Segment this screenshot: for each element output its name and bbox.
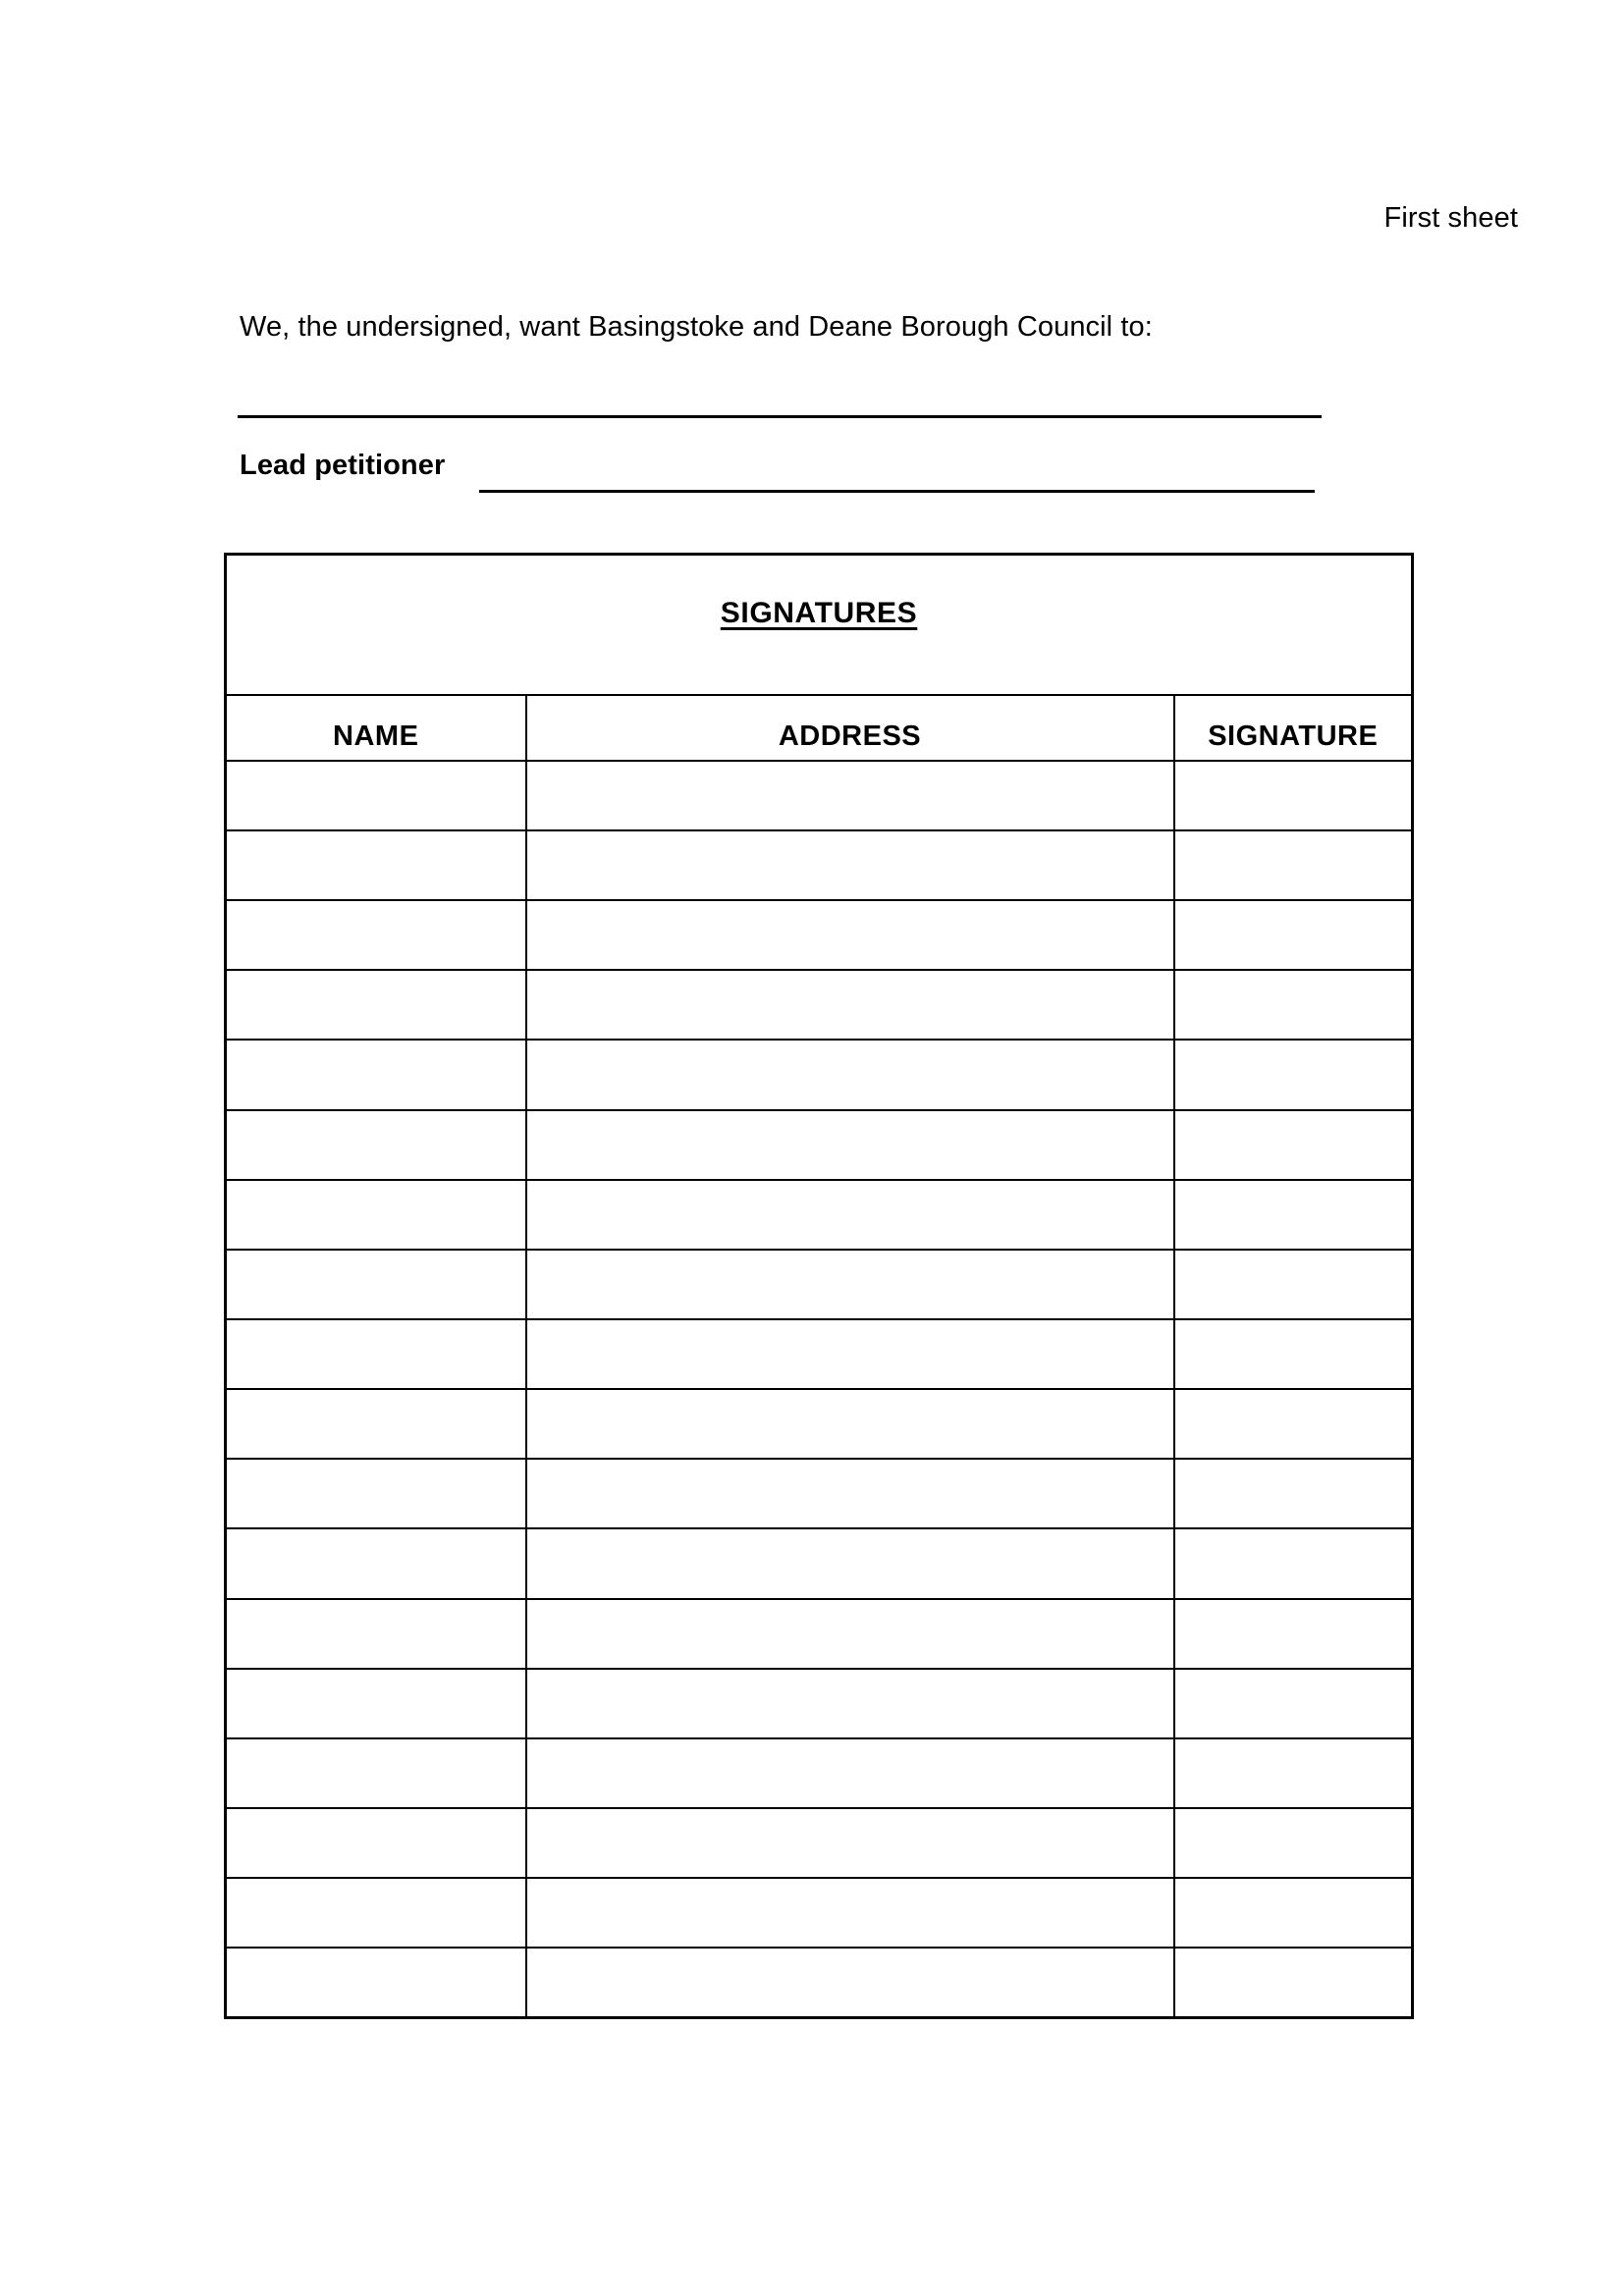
signature-cell-address[interactable]	[526, 1110, 1174, 1180]
signature-cell-signature[interactable]	[1174, 900, 1413, 970]
signature-row	[226, 1319, 1413, 1389]
signature-cell-address[interactable]	[526, 1878, 1174, 1948]
signature-cell-name[interactable]	[226, 1599, 526, 1669]
signature-cell-address[interactable]	[526, 761, 1174, 830]
column-header-name-text: NAME	[333, 720, 419, 752]
signature-cell-address[interactable]	[526, 1948, 1174, 2017]
signature-cell-address[interactable]	[526, 1738, 1174, 1808]
signature-row	[226, 830, 1413, 900]
signature-cell-address[interactable]	[526, 1250, 1174, 1319]
signature-cell-name[interactable]	[226, 1319, 526, 1389]
signature-cell-name[interactable]	[226, 1528, 526, 1598]
signature-cell-name[interactable]	[226, 1669, 526, 1738]
signature-row	[226, 1599, 1413, 1669]
signature-cell-signature[interactable]	[1174, 1669, 1413, 1738]
signature-cell-name[interactable]	[226, 1808, 526, 1878]
column-header-address-text: ADDRESS	[778, 720, 922, 752]
signature-cell-address[interactable]	[526, 1180, 1174, 1250]
column-header-row	[226, 695, 1413, 761]
signature-cell-address[interactable]	[526, 830, 1174, 900]
signature-cell-name[interactable]	[226, 900, 526, 970]
signature-row	[226, 1250, 1413, 1319]
signature-row	[226, 1528, 1413, 1598]
signature-cell-address[interactable]	[526, 1389, 1174, 1459]
lead-petitioner-fill-in-rule[interactable]	[479, 490, 1315, 493]
signatures-banner-cell	[226, 555, 1413, 695]
lead-petitioner-label: Lead petitioner	[240, 450, 446, 481]
signature-row	[226, 1389, 1413, 1459]
column-header-signature-text: SIGNATURE	[1208, 720, 1379, 752]
signature-row	[226, 1738, 1413, 1808]
signature-cell-signature[interactable]	[1174, 1528, 1413, 1598]
signature-cell-signature[interactable]	[1174, 1459, 1413, 1528]
signature-row	[226, 1459, 1413, 1528]
signature-cell-name[interactable]	[226, 1250, 526, 1319]
signature-cell-name[interactable]	[226, 1180, 526, 1250]
signature-row	[226, 970, 1413, 1040]
signature-cell-name[interactable]	[226, 1389, 526, 1459]
signatures-banner-row	[226, 555, 1413, 695]
signature-cell-name[interactable]	[226, 1040, 526, 1109]
signature-cell-signature[interactable]	[1174, 1599, 1413, 1669]
signature-cell-address[interactable]	[526, 1040, 1174, 1109]
signature-cell-signature[interactable]	[1174, 761, 1413, 830]
statement-fill-in-rule[interactable]	[238, 415, 1322, 418]
signature-cell-signature[interactable]	[1174, 1319, 1413, 1389]
signatures-table-body	[226, 555, 1413, 2018]
signature-cell-name[interactable]	[226, 1459, 526, 1528]
signature-cell-address[interactable]	[526, 1528, 1174, 1598]
signature-cell-name[interactable]	[226, 761, 526, 830]
signature-row	[226, 1948, 1413, 2017]
signature-cell-signature[interactable]	[1174, 1250, 1413, 1319]
signature-cell-signature[interactable]	[1174, 970, 1413, 1040]
signature-cell-name[interactable]	[226, 970, 526, 1040]
signature-row	[226, 900, 1413, 970]
signature-row	[226, 1808, 1413, 1878]
signature-cell-signature[interactable]	[1174, 1110, 1413, 1180]
column-header-signature	[1174, 695, 1413, 761]
signature-cell-signature[interactable]	[1174, 1180, 1413, 1250]
signature-cell-address[interactable]	[526, 1599, 1174, 1669]
signature-cell-address[interactable]	[526, 900, 1174, 970]
signature-cell-name[interactable]	[226, 1948, 526, 2017]
signature-cell-address[interactable]	[526, 970, 1174, 1040]
signature-cell-address[interactable]	[526, 1669, 1174, 1738]
column-header-name	[226, 695, 526, 761]
signature-cell-signature[interactable]	[1174, 1948, 1413, 2017]
signature-cell-name[interactable]	[226, 1878, 526, 1948]
signature-cell-name[interactable]	[226, 830, 526, 900]
column-header-address	[526, 695, 1174, 761]
signature-row	[226, 1180, 1413, 1250]
signature-cell-signature[interactable]	[1174, 1878, 1413, 1948]
signatures-table	[224, 553, 1414, 2019]
signature-row	[226, 1669, 1413, 1738]
signature-cell-signature[interactable]	[1174, 1808, 1413, 1878]
signature-cell-name[interactable]	[226, 1738, 526, 1808]
signature-cell-signature[interactable]	[1174, 1738, 1413, 1808]
signature-cell-signature[interactable]	[1174, 1040, 1413, 1109]
signatures-banner-text: SIGNATURES	[720, 597, 918, 629]
signature-cell-address[interactable]	[526, 1319, 1174, 1389]
signature-cell-address[interactable]	[526, 1808, 1174, 1878]
intro-statement: We, the undersigned, want Basingstoke and Deane Borough Council to:	[240, 311, 1153, 343]
signature-cell-signature[interactable]	[1174, 1389, 1413, 1459]
signature-cell-name[interactable]	[226, 1110, 526, 1180]
signature-row	[226, 1040, 1413, 1109]
signature-cell-signature[interactable]	[1174, 830, 1413, 900]
signature-row	[226, 1878, 1413, 1948]
signature-cell-address[interactable]	[526, 1459, 1174, 1528]
signature-row	[226, 761, 1413, 830]
sheet-label: First sheet	[1383, 202, 1518, 234]
signature-row	[226, 1110, 1413, 1180]
